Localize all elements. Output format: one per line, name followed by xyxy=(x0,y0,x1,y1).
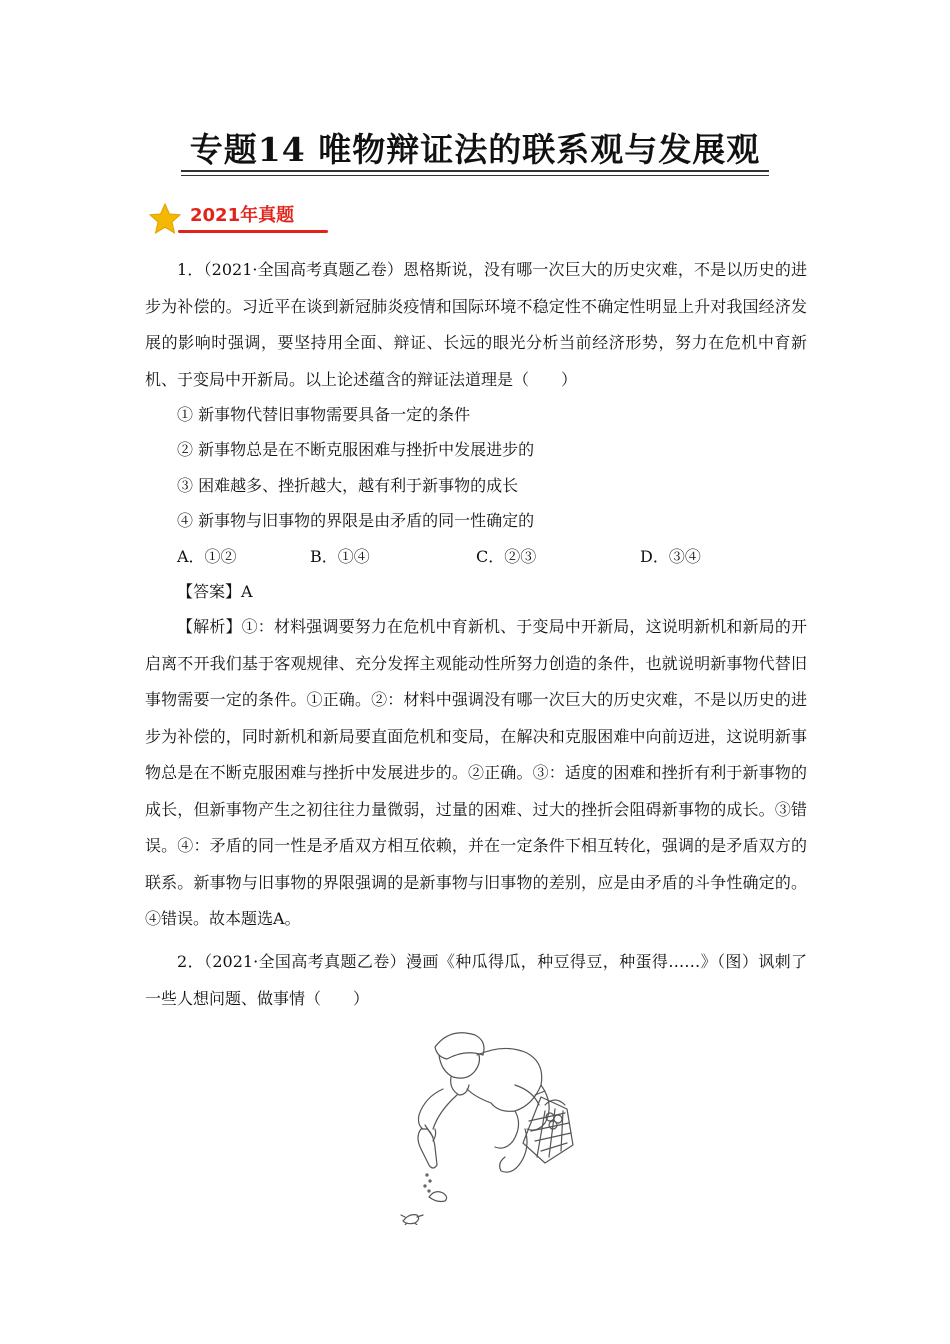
question-1-option-a: A．①② xyxy=(177,547,237,566)
section-badge xyxy=(148,200,318,240)
question-1-option-c: C．②③ xyxy=(476,547,537,566)
question-1-option-d: D．③④ xyxy=(640,547,701,566)
title-underline xyxy=(181,170,769,172)
question-1-option-b: B．①④ xyxy=(310,547,370,566)
badge-underline xyxy=(178,230,328,233)
question-1-item-3: ③ 困难越多、挫折越大，越有利于新事物的成长 xyxy=(177,476,519,495)
page-title: 专题14 唯物辩证法的联系观与发展观 xyxy=(189,130,761,169)
question-1-item-4: ④ 新事物与旧事物的界限是由矛盾的同一性确定的 xyxy=(177,511,535,530)
question-1-answer: 【答案】A xyxy=(177,582,253,601)
question-1-item-1: ① 新事物代替旧事物需要具备一定的条件 xyxy=(177,405,471,424)
badge-label: 2021年真题 xyxy=(190,205,295,226)
farmer-sowing-eggs-illustration xyxy=(395,1025,575,1225)
question-1-item-2: ② 新事物总是在不断克服困难与挫折中发展进步的 xyxy=(177,440,535,459)
question-1-analysis: 【解析】①：材料强调要努力在危机中育新机、于变局中开新局，这说明新机和新局的开启离不开我们基于客观规律、充分发挥主观能动性所努力创造的条件，也就说明新事物代替旧事物需要一定的条件。①正确。②：材料中强调没有哪一次巨大的历史灾难，不是以历史的进步为补偿的，同时新机和新局要直面危机和变局，在解决和克服困难中向前迈进，这说明新事物总是在不断克服困难与挫折中发展进步的。②正确。③：适度的困难和挫折有利于新事物的成长，但新事物产生之初往往力量微弱，过量的困难、过大的挫折会阻碍新事物的成长。③错误。④：矛盾的同一性是矛盾双方相互依赖，并在一定条件下相互转化，强调的是矛盾双方的联系。新事物与旧事物的界限强调的是新事物与旧事物的差别，应是由矛盾的斗争性确定的。④错误。故本题选A。 xyxy=(145,617,807,928)
question-1-stem: 1．（2021·全国高考真题乙卷）恩格斯说，没有哪一次巨大的历史灾难，不是以历史的进步为补偿的。习近平在谈到新冠肺炎疫情和国际环境不稳定性不确定性明显上升对我国经济发展的影响时强调，要坚持用全面、辩证、长远的眼光分析当前经济形势，努力在危机中育新机、于变局中开新局。以上论述蕴含的辩证法道理是（ ） xyxy=(145,260,807,389)
question-2-stem: 2．（2021·全国高考真题乙卷）漫画《种瓜得瓜，种豆得豆，种蛋得……》（图）讽刺了一些人想问题、做事情（ ） xyxy=(145,952,807,1008)
title-underline-double xyxy=(181,175,769,176)
star-icon xyxy=(148,202,182,236)
